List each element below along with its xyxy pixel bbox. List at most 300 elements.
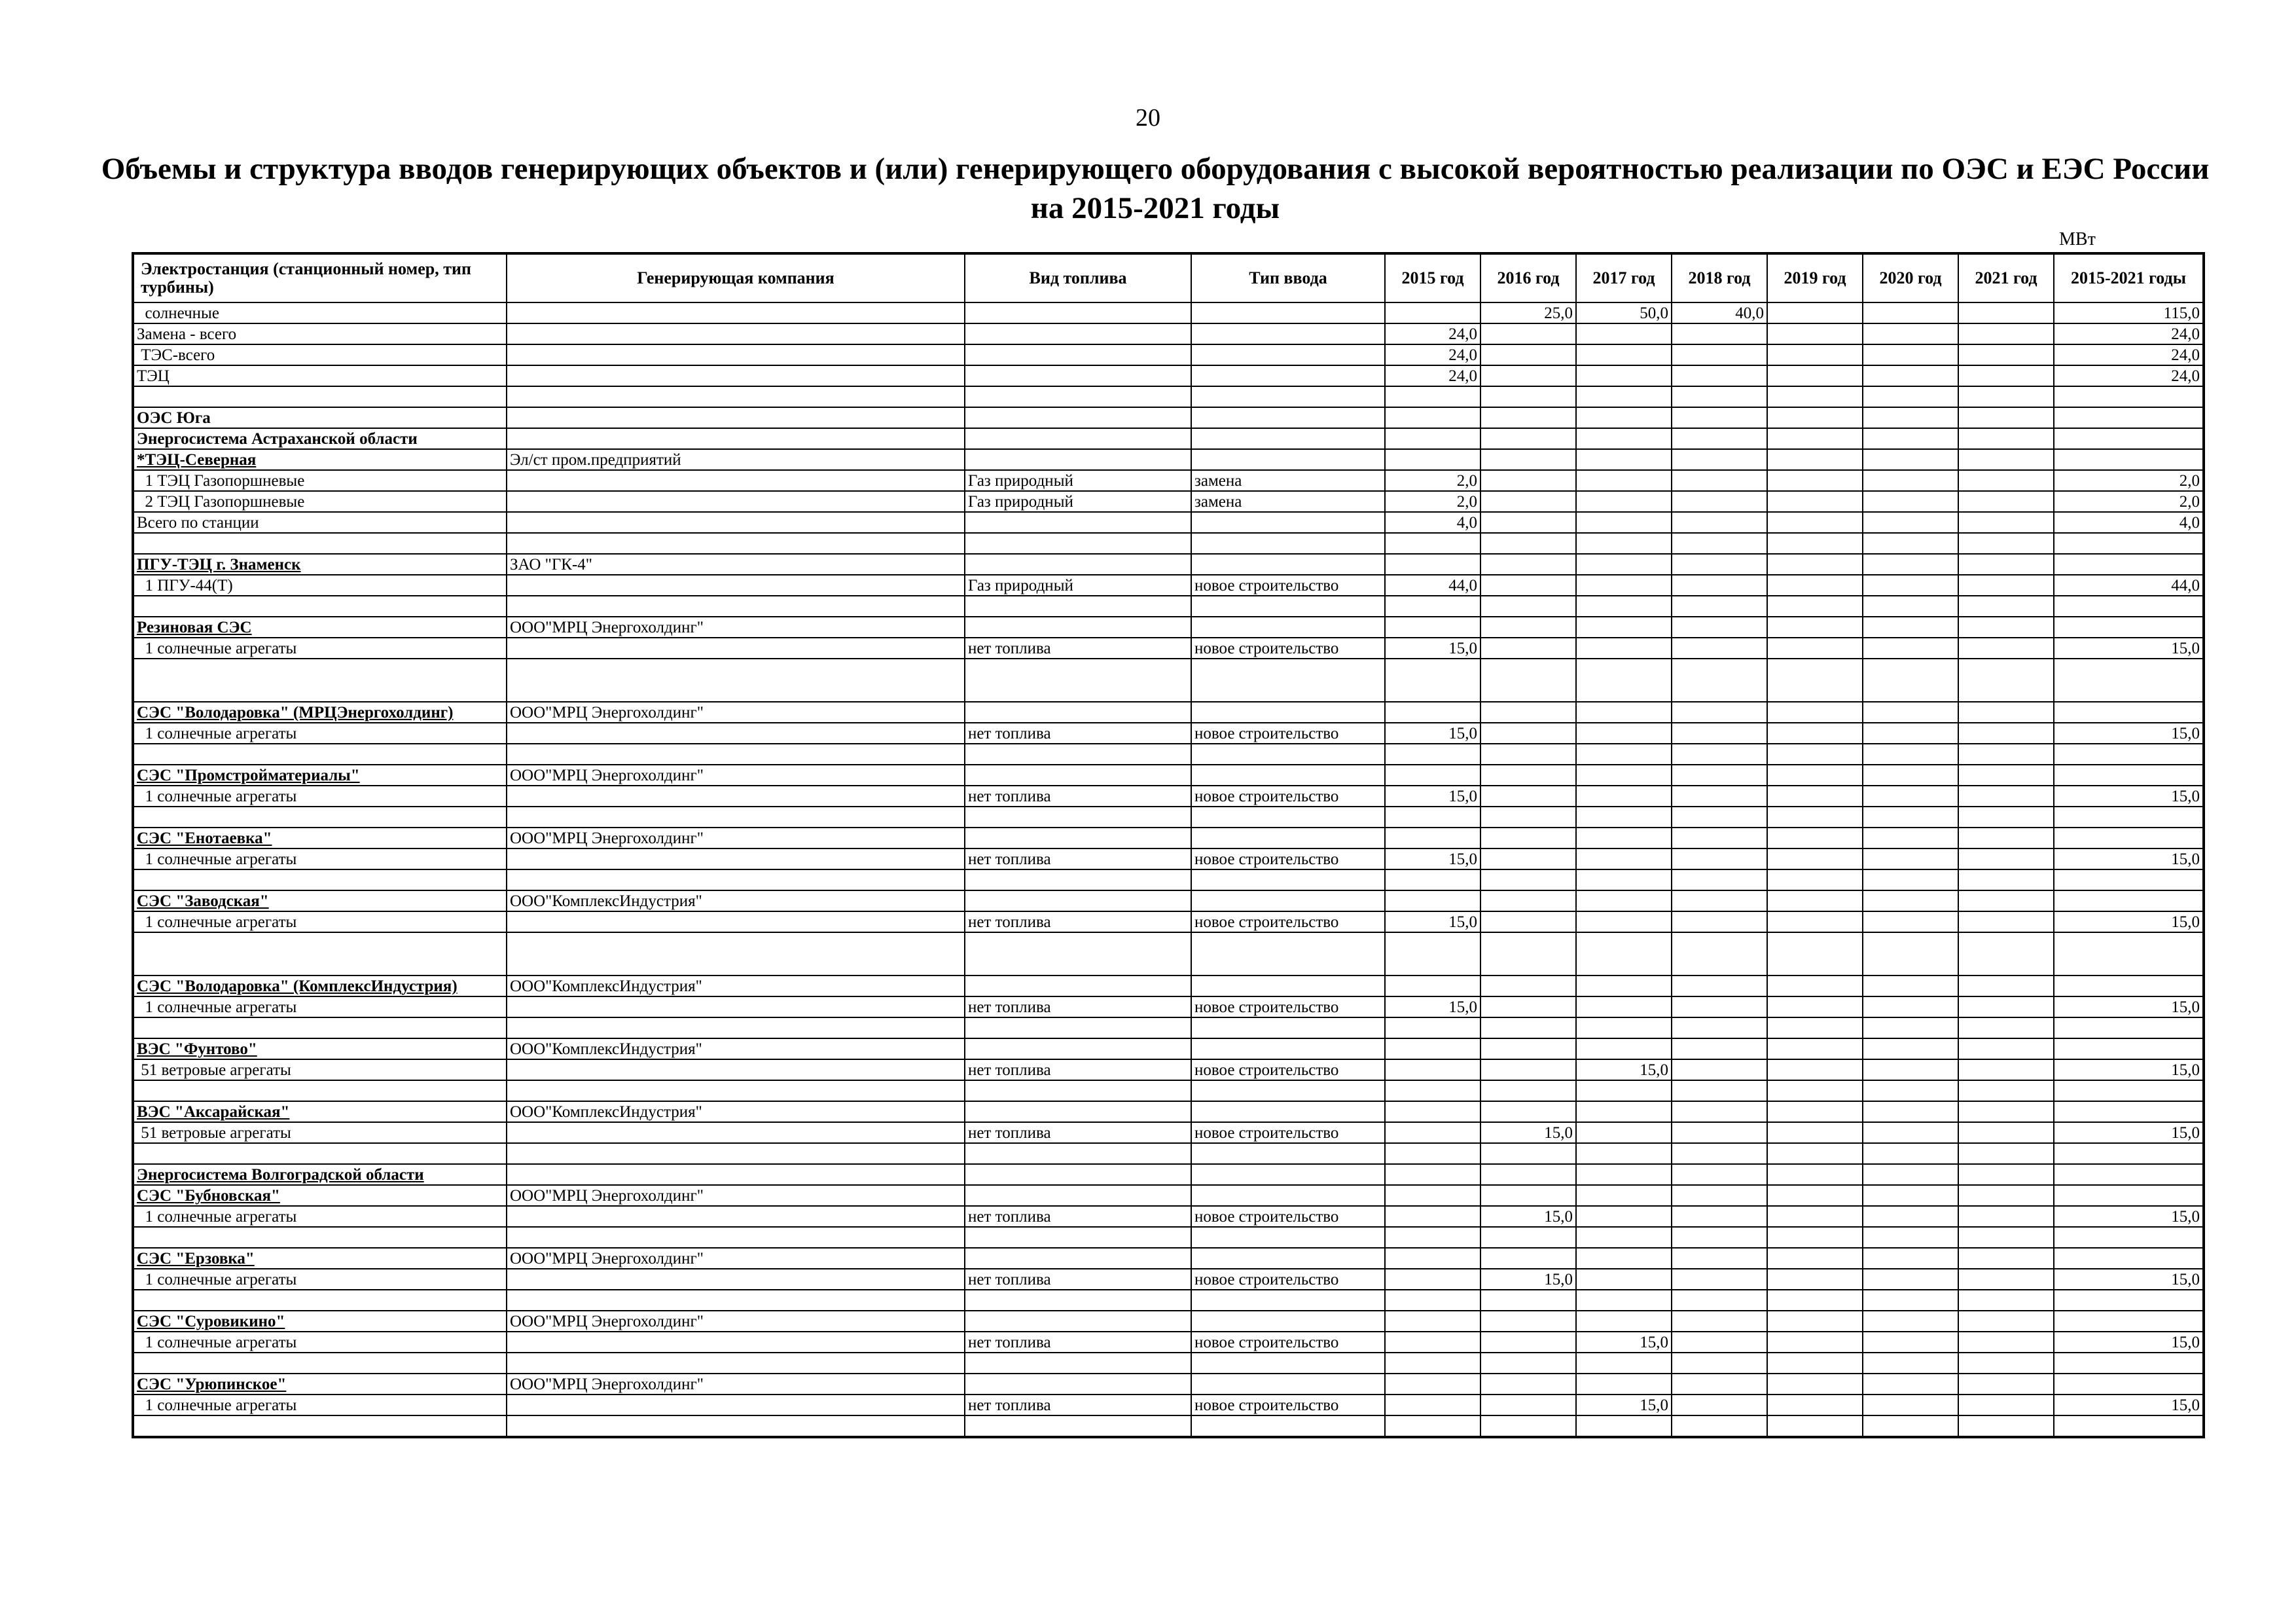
value-2017-cell [1576,1227,1672,1248]
value-2020-cell [1863,386,1958,407]
total-cell [2054,659,2204,702]
value-2021-cell [1958,1395,2054,1415]
value-2017-cell [1576,365,1672,386]
table-row [133,1206,2204,1227]
fuel-cell [965,386,1191,407]
value-2015-cell [1385,1185,1480,1206]
value-2019-cell [1767,1374,1863,1395]
fuel-cell [965,659,1191,702]
value-2017-cell [1576,890,1672,911]
type-cell [1191,890,1385,911]
fuel-cell: нет топлива [965,1122,1191,1143]
value-2021-cell [1958,407,2054,428]
company-cell [507,323,965,344]
type-cell [1191,512,1385,533]
value-2015-cell [1385,617,1480,638]
value-2018-cell: 40,0 [1672,302,1767,323]
value-2020-cell [1863,1080,1958,1101]
value-2021-cell [1958,596,2054,617]
fuel-cell [965,344,1191,365]
total-cell: 15,0 [2054,848,2204,869]
value-2015-cell: 15,0 [1385,638,1480,659]
generation-table [132,252,2205,1438]
value-2016-cell [1480,1080,1576,1101]
value-2015-cell: 2,0 [1385,470,1480,491]
company-cell [507,596,965,617]
value-2019-cell [1767,512,1863,533]
company-cell [507,723,965,744]
fuel-cell [965,744,1191,765]
value-2015-cell [1385,932,1480,976]
value-2016-cell [1480,911,1576,932]
value-2017-cell [1576,1269,1672,1290]
value-2019-cell [1767,365,1863,386]
table-row [133,1101,2204,1122]
table-row [133,869,2204,890]
company-cell: ООО"КомплексИндустрия" [507,890,965,911]
type-cell [1191,1290,1385,1311]
value-2019-cell [1767,1395,1863,1415]
value-2021-cell [1958,554,2054,575]
value-2016-cell [1480,1332,1576,1353]
value-2021-cell [1958,659,2054,702]
value-2020-cell [1863,1269,1958,1290]
table-row [133,1290,2204,1311]
value-2018-cell [1672,1038,1767,1059]
value-2016-cell [1480,869,1576,890]
company-cell [507,512,965,533]
type-cell: новое строительство [1191,911,1385,932]
total-cell: 24,0 [2054,323,2204,344]
value-2020-cell [1863,1227,1958,1248]
type-cell [1191,1248,1385,1269]
type-cell [1191,386,1385,407]
value-2021-cell [1958,575,2054,596]
value-2015-cell [1385,659,1480,702]
total-cell: 15,0 [2054,911,2204,932]
value-2019-cell [1767,869,1863,890]
value-2021-cell [1958,1206,2054,1227]
value-2016-cell [1480,723,1576,744]
table-row [133,1353,2204,1374]
value-2019-cell [1767,617,1863,638]
value-2017-cell [1576,407,1672,428]
table-row [133,1143,2204,1164]
value-2020-cell [1863,302,1958,323]
value-2020-cell [1863,765,1958,786]
value-2018-cell [1672,407,1767,428]
table-row [133,976,2204,996]
value-2016-cell [1480,1059,1576,1080]
station-cell [133,596,507,617]
company-cell [507,491,965,512]
value-2015-cell: 15,0 [1385,848,1480,869]
value-2020-cell [1863,365,1958,386]
value-2019-cell [1767,1059,1863,1080]
value-2019-cell [1767,1122,1863,1143]
value-2019-cell [1767,1332,1863,1353]
fuel-cell [965,407,1191,428]
station-cell [133,932,507,976]
value-2021-cell [1958,512,2054,533]
value-2015-cell [1385,386,1480,407]
value-2020-cell [1863,807,1958,828]
fuel-cell: нет топлива [965,1059,1191,1080]
company-cell [507,1227,965,1248]
value-2018-cell [1672,512,1767,533]
total-cell: 15,0 [2054,1269,2204,1290]
value-2018-cell [1672,1374,1767,1395]
total-cell [2054,744,2204,765]
value-2015-cell [1385,554,1480,575]
value-2021-cell [1958,1017,2054,1038]
table-row [133,848,2204,869]
value-2019-cell [1767,1143,1863,1164]
station-cell [133,1415,507,1437]
type-cell [1191,323,1385,344]
value-2018-cell [1672,1080,1767,1101]
total-cell [2054,869,2204,890]
station-cell: 51 ветровые агрегаты [133,1059,507,1080]
total-cell [2054,449,2204,470]
total-cell: 15,0 [2054,638,2204,659]
company-cell [507,1269,965,1290]
station-cell [133,1017,507,1038]
value-2018-cell [1672,702,1767,723]
value-2020-cell [1863,828,1958,848]
value-2019-cell [1767,323,1863,344]
value-2021-cell [1958,890,2054,911]
total-cell [2054,1290,2204,1311]
value-2020-cell [1863,1164,1958,1185]
table-row [133,659,2204,702]
table-row [133,386,2204,407]
value-2015-cell [1385,1332,1480,1353]
total-cell: 44,0 [2054,575,2204,596]
value-2021-cell [1958,828,2054,848]
station-cell: СЭС "Заводская" [133,890,507,911]
type-cell: новое строительство [1191,638,1385,659]
col-header-2017: 2017 год [1576,253,1672,302]
company-cell: ООО"МРЦ Энергохолдинг" [507,828,965,848]
company-cell: ООО"МРЦ Энергохолдинг" [507,1248,965,1269]
value-2018-cell [1672,1415,1767,1437]
value-2017-cell [1576,911,1672,932]
type-cell [1191,659,1385,702]
table-row [133,1227,2204,1248]
table-row [133,428,2204,449]
value-2016-cell [1480,323,1576,344]
station-cell: 1 солнечные агрегаты [133,848,507,869]
value-2018-cell [1672,996,1767,1017]
company-cell [507,932,965,976]
company-cell [507,470,965,491]
station-cell: 1 солнечные агрегаты [133,786,507,807]
company-cell [507,344,965,365]
value-2019-cell [1767,828,1863,848]
value-2020-cell [1863,723,1958,744]
value-2016-cell [1480,890,1576,911]
value-2019-cell [1767,848,1863,869]
value-2015-cell [1385,1059,1480,1080]
fuel-cell: нет топлива [965,723,1191,744]
value-2017-cell [1576,976,1672,996]
station-cell [133,1353,507,1374]
value-2017-cell [1576,428,1672,449]
value-2016-cell: 15,0 [1480,1122,1576,1143]
value-2021-cell [1958,386,2054,407]
value-2017-cell: 15,0 [1576,1395,1672,1415]
value-2017-cell [1576,828,1672,848]
type-cell: новое строительство [1191,723,1385,744]
value-2015-cell: 15,0 [1385,786,1480,807]
value-2017-cell [1576,596,1672,617]
type-cell [1191,428,1385,449]
value-2015-cell [1385,1080,1480,1101]
company-cell [507,996,965,1017]
value-2021-cell [1958,765,2054,786]
type-cell [1191,1415,1385,1437]
value-2016-cell [1480,1185,1576,1206]
total-cell [2054,1353,2204,1374]
value-2015-cell [1385,1038,1480,1059]
station-cell [133,1143,507,1164]
value-2021-cell [1958,1374,2054,1395]
value-2019-cell [1767,976,1863,996]
company-cell [507,807,965,828]
value-2020-cell [1863,786,1958,807]
value-2021-cell [1958,1059,2054,1080]
table-row [133,617,2204,638]
fuel-cell [965,1353,1191,1374]
value-2015-cell: 44,0 [1385,575,1480,596]
value-2018-cell [1672,1206,1767,1227]
value-2019-cell [1767,890,1863,911]
value-2018-cell [1672,659,1767,702]
table-row [133,1269,2204,1290]
value-2018-cell [1672,638,1767,659]
value-2017-cell [1576,1185,1672,1206]
company-cell [507,386,965,407]
type-cell [1191,1353,1385,1374]
station-cell [133,533,507,554]
table-row [133,1374,2204,1395]
value-2017-cell [1576,807,1672,828]
table-row [133,323,2204,344]
value-2017-cell [1576,1101,1672,1122]
value-2021-cell [1958,807,2054,828]
value-2021-cell [1958,996,2054,1017]
fuel-cell [965,1185,1191,1206]
value-2018-cell [1672,890,1767,911]
value-2019-cell [1767,765,1863,786]
company-cell: Эл/ст пром.предприятий [507,449,965,470]
station-cell: 1 солнечные агрегаты [133,996,507,1017]
value-2015-cell [1385,1374,1480,1395]
value-2017-cell [1576,1143,1672,1164]
value-2016-cell [1480,470,1576,491]
value-2019-cell [1767,1101,1863,1122]
fuel-cell [965,617,1191,638]
value-2021-cell [1958,344,2054,365]
value-2019-cell [1767,723,1863,744]
value-2016-cell [1480,1415,1576,1437]
value-2020-cell [1863,1353,1958,1374]
company-cell [507,659,965,702]
value-2015-cell [1385,1290,1480,1311]
table-row [133,786,2204,807]
value-2019-cell [1767,1017,1863,1038]
value-2017-cell [1576,1248,1672,1269]
total-cell [2054,828,2204,848]
value-2019-cell [1767,1227,1863,1248]
value-2020-cell [1863,512,1958,533]
value-2016-cell [1480,1290,1576,1311]
company-cell [507,533,965,554]
value-2021-cell [1958,1038,2054,1059]
station-cell [133,1227,507,1248]
value-2017-cell: 15,0 [1576,1059,1672,1080]
total-cell [2054,702,2204,723]
value-2021-cell [1958,1415,2054,1437]
station-cell: СЭС "Бубновская" [133,1185,507,1206]
total-cell [2054,932,2204,976]
type-cell [1191,765,1385,786]
value-2020-cell [1863,1311,1958,1332]
value-2020-cell [1863,470,1958,491]
fuel-cell [965,932,1191,976]
value-2021-cell [1958,323,2054,344]
fuel-cell: нет топлива [965,1269,1191,1290]
value-2021-cell [1958,932,2054,976]
value-2015-cell [1385,596,1480,617]
value-2016-cell [1480,512,1576,533]
total-cell [2054,1101,2204,1122]
type-cell [1191,1374,1385,1395]
table-row [133,365,2204,386]
company-cell [507,638,965,659]
fuel-cell [965,702,1191,723]
value-2015-cell [1385,1395,1480,1415]
value-2016-cell [1480,1311,1576,1332]
station-cell [133,386,507,407]
value-2019-cell [1767,386,1863,407]
table-row [133,1017,2204,1038]
total-cell [2054,407,2204,428]
table-row [133,911,2204,932]
table-row [133,1185,2204,1206]
station-cell: ТЭС-всего [133,344,507,365]
table-row [133,996,2204,1017]
value-2016-cell [1480,386,1576,407]
type-cell [1191,869,1385,890]
total-cell [2054,386,2204,407]
value-2018-cell [1672,869,1767,890]
value-2019-cell [1767,1290,1863,1311]
value-2015-cell [1385,407,1480,428]
type-cell [1191,407,1385,428]
value-2017-cell [1576,1374,1672,1395]
type-cell: новое строительство [1191,996,1385,1017]
value-2015-cell [1385,765,1480,786]
value-2017-cell [1576,1080,1672,1101]
value-2021-cell [1958,428,2054,449]
table-row [133,890,2204,911]
value-2021-cell [1958,1290,2054,1311]
value-2015-cell: 15,0 [1385,996,1480,1017]
value-2021-cell [1958,491,2054,512]
fuel-cell [965,1290,1191,1311]
value-2017-cell [1576,1415,1672,1437]
total-cell [2054,765,2204,786]
value-2018-cell [1672,1353,1767,1374]
table-row [133,807,2204,828]
value-2018-cell [1672,932,1767,976]
total-cell [2054,1311,2204,1332]
value-2015-cell: 2,0 [1385,491,1480,512]
company-cell: ООО"КомплексИндустрия" [507,1101,965,1122]
table-header-row [133,253,2204,302]
company-cell [507,786,965,807]
value-2017-cell: 15,0 [1576,1332,1672,1353]
company-cell: ООО"МРЦ Энергохолдинг" [507,617,965,638]
value-2015-cell [1385,449,1480,470]
value-2016-cell [1480,976,1576,996]
value-2019-cell [1767,449,1863,470]
fuel-cell [965,765,1191,786]
value-2016-cell: 25,0 [1480,302,1576,323]
value-2019-cell [1767,533,1863,554]
type-cell [1191,1080,1385,1101]
value-2021-cell [1958,1227,2054,1248]
total-cell [2054,1143,2204,1164]
value-2019-cell [1767,554,1863,575]
total-cell: 24,0 [2054,344,2204,365]
type-cell [1191,932,1385,976]
type-cell: новое строительство [1191,786,1385,807]
value-2018-cell [1672,976,1767,996]
table-row [133,638,2204,659]
fuel-cell: нет топлива [965,638,1191,659]
table-row [133,491,2204,512]
col-header-2021: 2021 год [1958,253,2054,302]
total-cell [2054,617,2204,638]
company-cell: ООО"КомплексИндустрия" [507,1038,965,1059]
value-2016-cell [1480,1227,1576,1248]
value-2019-cell [1767,470,1863,491]
value-2017-cell [1576,491,1672,512]
value-2017-cell [1576,617,1672,638]
company-cell [507,869,965,890]
total-cell: 115,0 [2054,302,2204,323]
total-cell [2054,1227,2204,1248]
value-2021-cell [1958,976,2054,996]
station-cell: *ТЭЦ-Северная [133,449,507,470]
col-header-station: Электростанция (станционный номер, тип турбины) [133,253,507,302]
fuel-cell: нет топлива [965,1206,1191,1227]
station-cell: 1 ТЭЦ Газопоршневые [133,470,507,491]
company-cell [507,744,965,765]
value-2018-cell [1672,449,1767,470]
value-2015-cell: 24,0 [1385,344,1480,365]
total-cell: 15,0 [2054,1059,2204,1080]
value-2018-cell [1672,723,1767,744]
fuel-cell [965,1080,1191,1101]
type-cell [1191,617,1385,638]
fuel-cell: нет топлива [965,996,1191,1017]
value-2020-cell [1863,996,1958,1017]
fuel-cell [965,1374,1191,1395]
